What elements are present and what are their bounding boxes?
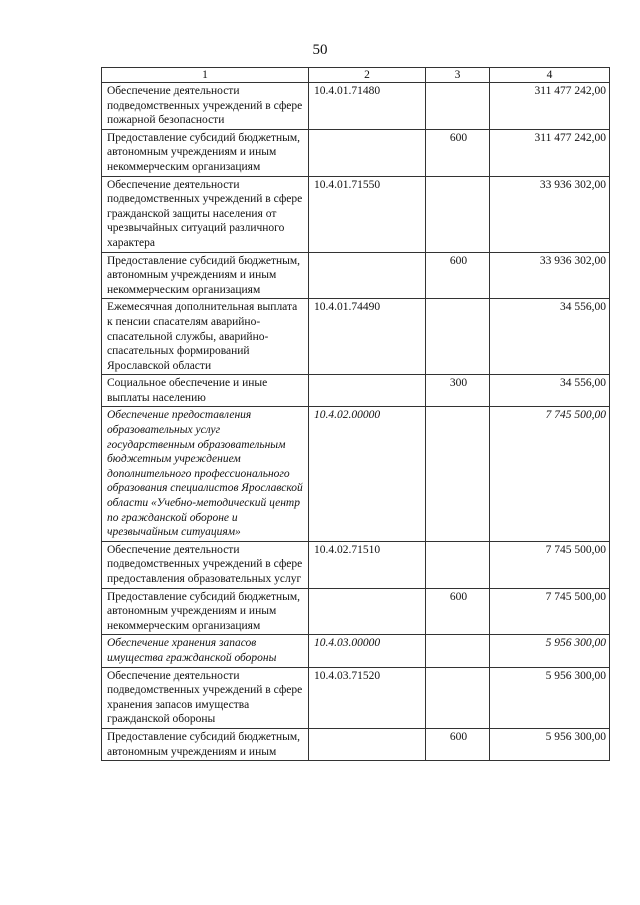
row-code-cell: 10.4.02.00000 (309, 407, 426, 541)
table-row (102, 176, 610, 252)
row-amount-cell: 5 956 300,00 (490, 728, 610, 760)
row-code-cell (309, 252, 426, 299)
row-type-cell: 600 (426, 728, 490, 760)
row-type-cell (426, 541, 490, 588)
row-type-cell: 600 (426, 129, 490, 176)
row-name-cell: Предоставление субсидий бюджетным, автономным учреждениям и иным некоммерческим организациям (102, 252, 309, 299)
row-amount-cell: 34 556,00 (490, 299, 610, 375)
table-header-row (102, 68, 610, 83)
table-row (102, 541, 610, 588)
row-type-cell (426, 407, 490, 541)
row-amount-cell: 7 745 500,00 (490, 541, 610, 588)
row-name-cell: Предоставление субсидий бюджетным, автономным учреждениям и иным (102, 728, 309, 760)
row-code-cell: 10.4.03.71520 (309, 667, 426, 728)
row-amount-cell: 5 956 300,00 (490, 667, 610, 728)
row-amount-cell: 34 556,00 (490, 375, 610, 407)
row-code-cell: 10.4.01.71550 (309, 176, 426, 252)
table-row (102, 375, 610, 407)
page-number: 50 (312, 42, 328, 58)
row-name-cell: Социальное обеспечение и иные выплаты населению (102, 375, 309, 407)
row-amount-cell: 33 936 302,00 (490, 176, 610, 252)
row-code-cell (309, 728, 426, 760)
row-type-cell: 600 (426, 588, 490, 635)
row-name-cell: Обеспечение предоставления образовательных услуг государственным образовательным бюджетным учреждением дополнительного профессионального образования специалистов Ярославской области «Учебно-методический центр по гражданской обороне и чрезвычайным ситуациям» (102, 407, 309, 541)
row-name-cell: Предоставление субсидий бюджетным, автономным учреждениям и иным некоммерческим организациям (102, 129, 309, 176)
row-type-cell (426, 299, 490, 375)
row-name-cell: Обеспечение хранения запасов имущества гражданской обороны (102, 635, 309, 667)
table-row (102, 299, 610, 375)
row-code-cell: 10.4.02.71510 (309, 541, 426, 588)
table-row (102, 635, 610, 667)
row-type-cell: 300 (426, 375, 490, 407)
row-name-cell: Обеспечение деятельности подведомственных учреждений в сфере гражданской защиты населения от чрезвычайных ситуаций различного характера (102, 176, 309, 252)
table-row (102, 129, 610, 176)
row-name-cell: Обеспечение деятельности подведомственных учреждений в сфере пожарной безопасности (102, 83, 309, 130)
row-code-cell: 10.4.01.71480 (309, 83, 426, 130)
table-row (102, 252, 610, 299)
row-amount-cell: 7 745 500,00 (490, 407, 610, 541)
row-code-cell (309, 375, 426, 407)
row-name-cell: Обеспечение деятельности подведомственных учреждений в сфере хранения запасов имущества гражданской обороны (102, 667, 309, 728)
row-name-cell: Обеспечение деятельности подведомственных учреждений в сфере предоставления образовательных услуг (102, 541, 309, 588)
row-amount-cell: 5 956 300,00 (490, 635, 610, 667)
row-type-cell: 600 (426, 252, 490, 299)
row-code-cell (309, 129, 426, 176)
row-amount-cell: 311 477 242,00 (490, 129, 610, 176)
table-body (102, 83, 610, 761)
row-type-cell (426, 667, 490, 728)
row-code-cell: 10.4.01.74490 (309, 299, 426, 375)
row-code-cell: 10.4.03.00000 (309, 635, 426, 667)
table-row (102, 588, 610, 635)
column-header-type: 3 (426, 68, 490, 83)
row-type-cell (426, 635, 490, 667)
row-amount-cell: 33 936 302,00 (490, 252, 610, 299)
row-name-cell: Предоставление субсидий бюджетным, автономным учреждениям и иным некоммерческим организациям (102, 588, 309, 635)
table-row (102, 667, 610, 728)
row-amount-cell: 311 477 242,00 (490, 83, 610, 130)
table-row (102, 83, 610, 130)
table-row (102, 728, 610, 760)
column-header-code: 2 (309, 68, 426, 83)
row-type-cell (426, 176, 490, 252)
row-code-cell (309, 588, 426, 635)
column-header-amount: 4 (490, 68, 610, 83)
table-row (102, 407, 610, 541)
row-amount-cell: 7 745 500,00 (490, 588, 610, 635)
column-header-name: 1 (102, 68, 309, 83)
row-name-cell: Ежемесячная дополнительная выплата к пенсии спасателям аварийно-спасательной службы, аварийно-спасательных формирований Ярославской области (102, 299, 309, 375)
row-type-cell (426, 83, 490, 130)
budget-table (101, 67, 610, 761)
